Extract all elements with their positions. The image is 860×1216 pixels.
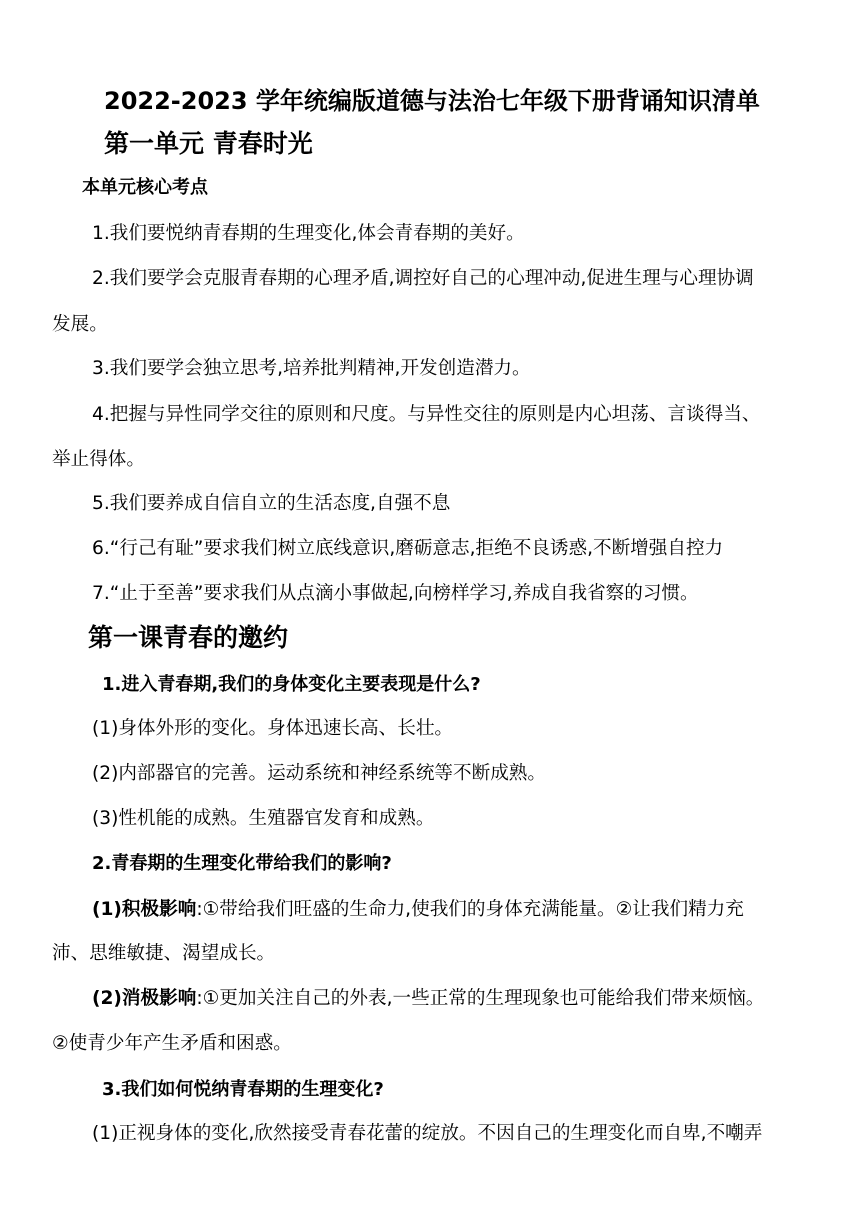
lesson-title: 第一课青春的邀约	[88, 623, 289, 652]
document-title: 2022-2023 学年统编版道德与法治七年级下册背诵知识清单	[104, 87, 760, 115]
q1-answer-3: (3)性机能的成熟。生殖器官发育和成熟。	[92, 808, 435, 829]
core-point-4-cont: 举止得体。	[52, 449, 145, 470]
question-2: 2.青春期的生理变化带给我们的影响?	[92, 853, 392, 874]
positive-impact-label: (1)积极影响	[92, 899, 197, 920]
positive-impact-text: :①带给我们旺盛的生命力,使我们的身体充满能量。②让我们精力充	[196, 899, 744, 920]
q2-positive-line-2: 沛、思维敏捷、渴望成长。	[52, 943, 276, 964]
core-point-1: 1.我们要悦纳青春期的生理变化,体会青春期的美好。	[92, 223, 525, 244]
q2-negative-line-2: ②使青少年产生矛盾和困惑。	[52, 1033, 292, 1054]
core-point-2: 2.我们要学会克服青春期的心理矛盾,调控好自己的心理冲动,促进生理与心理协调	[92, 268, 754, 289]
q1-answer-2: (2)内部器官的完善。运动系统和神经系统等不断成熟。	[92, 763, 546, 784]
core-point-6: 6.“行己有耻”要求我们树立底线意识,磨砺意志,拒绝不良诱惑,不断增强自控力	[92, 538, 724, 559]
core-point-5: 5.我们要养成自信自立的生活态度,自强不息	[92, 493, 451, 514]
core-point-4: 4.把握与异性同学交往的原则和尺度。与异性交往的原则是内心坦荡、言谈得当、	[92, 404, 761, 425]
question-3: 3.我们如何悦纳青春期的生理变化?	[102, 1079, 384, 1100]
negative-impact-label: (2)消极影响	[92, 988, 197, 1009]
core-points-heading: 本单元核心考点	[82, 177, 208, 198]
negative-impact-text: :①更加关注自己的外表,一些正常的生理现象也可能给我们带来烦恼。	[196, 988, 765, 1009]
core-point-3: 3.我们要学会独立思考,培养批判精神,开发创造潜力。	[92, 358, 531, 379]
q1-answer-1: (1)身体外形的变化。身体迅速长高、长壮。	[92, 718, 454, 739]
q2-negative-line-1	[92, 987, 764, 1011]
q2-positive-line-1	[92, 898, 744, 922]
core-point-2-cont: 发展。	[52, 314, 108, 335]
core-point-7: 7.“止于至善”要求我们从点滴小事做起,向榜样学习,养成自我省察的习惯。	[92, 583, 699, 604]
q3-answer-1: (1)正视身体的变化,欣然接受青春花蕾的绽放。不因自己的生理变化而自卑,不嘲弄	[92, 1123, 763, 1144]
question-1: 1.进入青春期,我们的身体变化主要表现是什么?	[102, 674, 481, 695]
unit-title: 第一单元 青春时光	[104, 129, 313, 158]
